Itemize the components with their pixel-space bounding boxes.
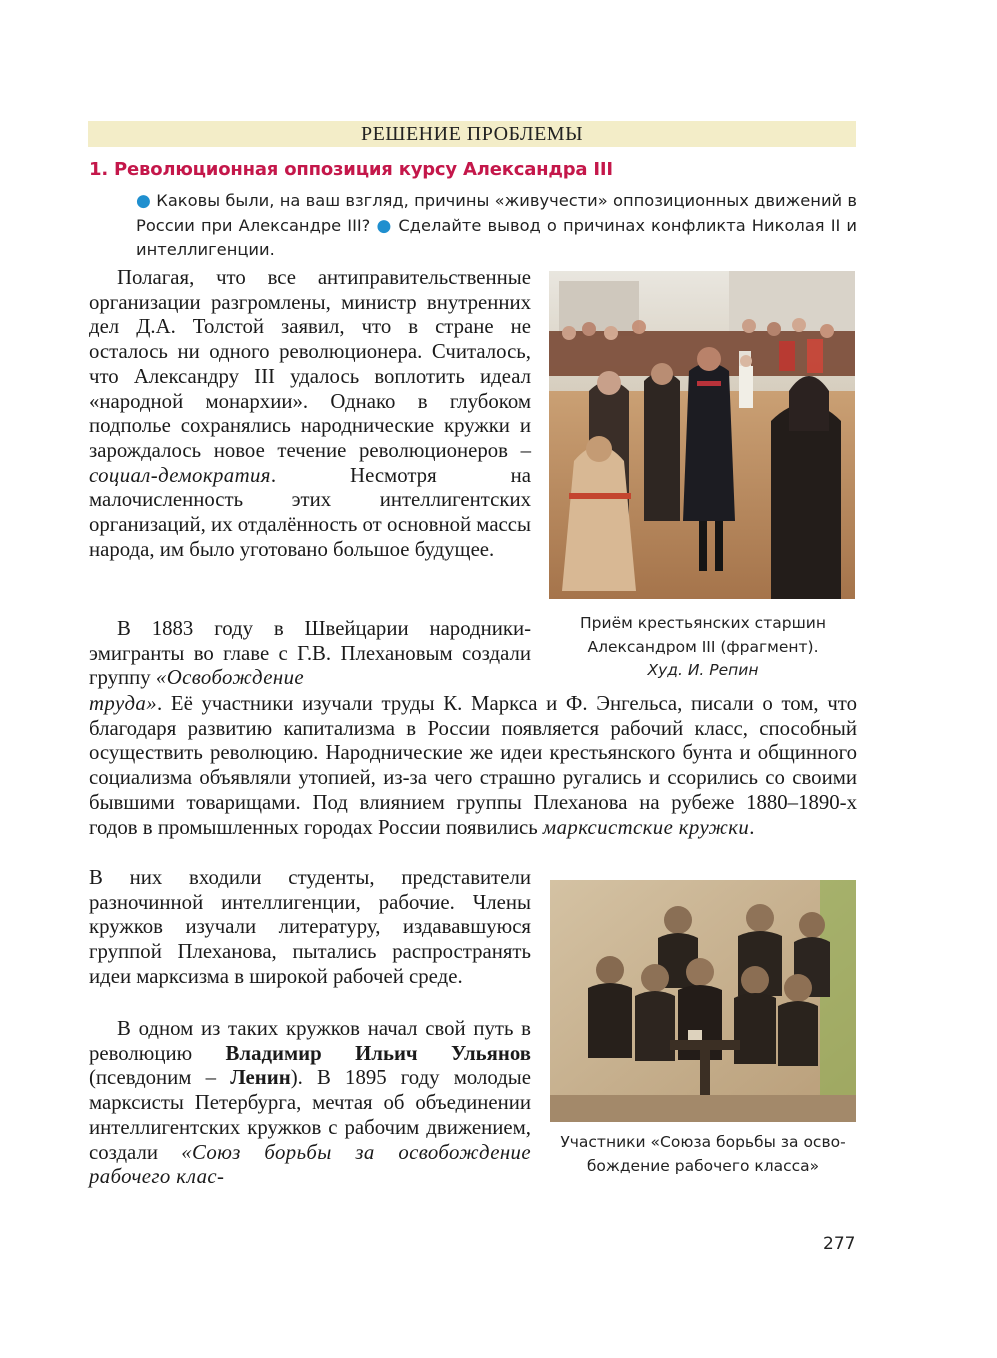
bullet-dot-icon: ●	[136, 191, 151, 211]
questions-block	[136, 189, 857, 263]
repin-painting-image	[549, 271, 855, 599]
painting-svg	[549, 271, 855, 599]
question-1: Каковы были, на ваш взгляд, причины «живучести» оппозиционных движений в России при Александре III?	[136, 191, 857, 235]
question-2: Сделайте вывод о причинах конфликта Николая II и интеллигенции.	[136, 215, 857, 259]
section-header-band: РЕШЕНИЕ ПРОБЛЕМЫ	[88, 121, 856, 147]
term-marxist-circles: марксистские кружки	[542, 815, 750, 839]
paragraph-5: В одном из таких кружков начал свой путь в революцию Владимир Ильич Ульянов (псевдоним – Ленин). В 1895 году молодые марксисты Петербурга, мечтая об объединении интеллигентских кружков с рабочим движением, создали «Союз борьбы за освобождение рабочего клас-	[89, 1017, 531, 1189]
figure-1-caption	[550, 612, 856, 683]
figure-2-caption-line-1: Участники «Союза борьбы за осво-	[560, 1133, 846, 1151]
term-social-democracy: социал-демократия	[89, 463, 271, 487]
photo-svg	[550, 880, 856, 1122]
alias-lenin: Ленин	[230, 1066, 291, 1090]
figure-2-caption-line-2: бождение рабочего класса»	[586, 1156, 820, 1175]
page-number: 277	[823, 1234, 856, 1254]
figure-1-caption-line-1: Приём крестьянских старшин	[580, 614, 826, 632]
section-title: 1. Революционная оппозиция курсу Александра III	[89, 159, 613, 180]
name-ulyanov: Владимир Ильич Ульянов	[225, 1041, 531, 1065]
paragraph-2: В 1883 году в Швейцарии народники-эмигранты во главе с Г.В. Плехановым создали группу «Освобождение	[89, 617, 531, 690]
union-of-struggle-photo	[550, 880, 856, 1122]
bullet-dot-icon: ●	[376, 215, 393, 236]
figure-1-artist: Худ. И. Репин	[647, 661, 759, 679]
term-union-of-struggle: «Союз борьбы за освобождение рабочего клас-	[89, 1140, 531, 1189]
term-liberation-of-labour: «Освобождение	[155, 666, 305, 690]
term-liberation-of-labour-end: труда»	[89, 692, 158, 715]
paragraph-4: В них входили студенты, представители разночинной интеллигенции, рабочие. Члены кружков изучали литературу, издававшуюся группой Плеханова, пытались распространять идеи марксизма в широкой рабочей среде.	[89, 866, 531, 988]
paragraph-1: Полагая, что все антиправительственные организации разгромлены, министр внутренних дел Д.А. Толстой заявил, что в стране не осталось ни одного революционера. Считалось, что Александру III удалось воплотить идеал «народной монархии». Однако в глубоком подполье сохранялись народнические кружки и зарождалось новое течение революционеров – социал-демократия. Несмотря на малочисленность этих интеллигентских организаций, их отдалённость от основной массы народа, им было уготовано большое будущее.	[89, 266, 531, 561]
figure-1-caption-line-2: Александром III (фрагмент).	[587, 637, 819, 656]
figure-2-caption	[545, 1131, 861, 1178]
paragraph-3: труда». Её участники изучали труды К. Маркса и Ф. Энгельса, писали о том, что благодаря развитию капитализма в России появляется рабочий класс, способный осуществить революцию. Народнические же идеи крестьянского бунта и общинного социализма объявляли утопией, из-за чего страшно ругались и ссорились со своими бывшими товарищами. Под влиянием группы Плеханова на рубеже 1880–1890-х годов в промышленных городах России появились марксистские кружки.	[89, 692, 857, 839]
